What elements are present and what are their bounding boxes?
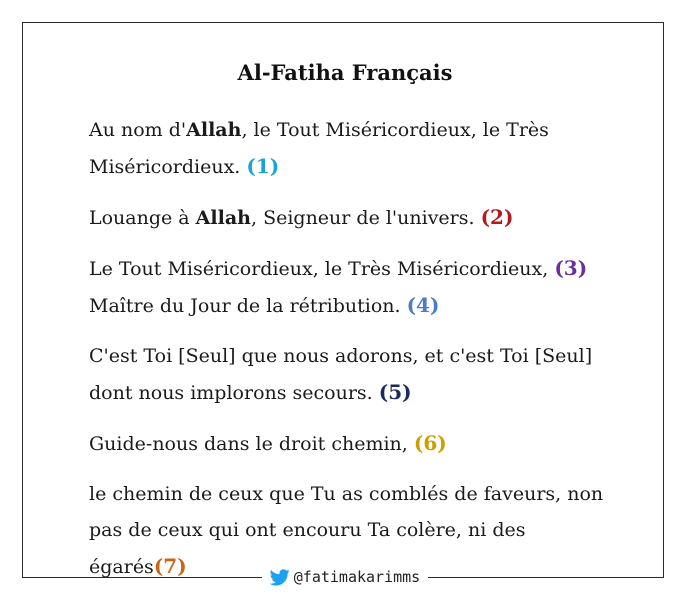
verse-list bbox=[89, 112, 629, 599]
verse-number: (1) bbox=[246, 154, 280, 178]
verse-1 bbox=[89, 112, 629, 185]
verse-number: (6) bbox=[413, 431, 447, 455]
verse-5 bbox=[89, 338, 629, 411]
verse-text: , Seigneur de l'univers. bbox=[250, 207, 481, 229]
verse-4 bbox=[89, 287, 629, 324]
verse-text: Maître du Jour de la rétribution. bbox=[89, 295, 407, 317]
verse-number: (2) bbox=[480, 205, 514, 229]
verse-number: (4) bbox=[406, 293, 440, 317]
verse-text: Guide-nous dans le droit chemin, bbox=[89, 433, 414, 455]
verse-bold-word: Allah bbox=[195, 207, 251, 229]
verse-text: Le Tout Miséricordieux, le Très Miséricordieux, bbox=[89, 258, 555, 280]
verse-number: (3) bbox=[554, 256, 588, 280]
verse-text: Au nom d' bbox=[89, 119, 187, 141]
twitter-handle-link[interactable] bbox=[262, 566, 428, 588]
verse-text: Louange à bbox=[89, 207, 196, 229]
footer bbox=[0, 566, 690, 588]
twitter-bird-icon bbox=[270, 569, 290, 586]
verse-text: le chemin de ceux que Tu as comblés de faveurs, non pas de ceux qui ont encouru Ta colère, ni des égarés bbox=[89, 483, 604, 578]
twitter-handle: @fatimakarimms bbox=[293, 568, 421, 586]
verse-number: (5) bbox=[378, 380, 412, 404]
verse-6 bbox=[89, 425, 629, 462]
verse-2 bbox=[89, 199, 629, 236]
page-title: Al-Fatiha Français bbox=[237, 60, 453, 85]
verse-text: , le Tout Miséricordieux, le Très Miséricordieux. bbox=[89, 119, 549, 178]
verse-bold-word: Allah bbox=[186, 119, 242, 141]
verse-text: C'est Toi [Seul] que nous adorons, et c'est Toi [Seul] dont nous implorons secours. bbox=[89, 345, 593, 404]
verse-3 bbox=[89, 250, 629, 287]
verse-number: (7) bbox=[153, 554, 187, 578]
